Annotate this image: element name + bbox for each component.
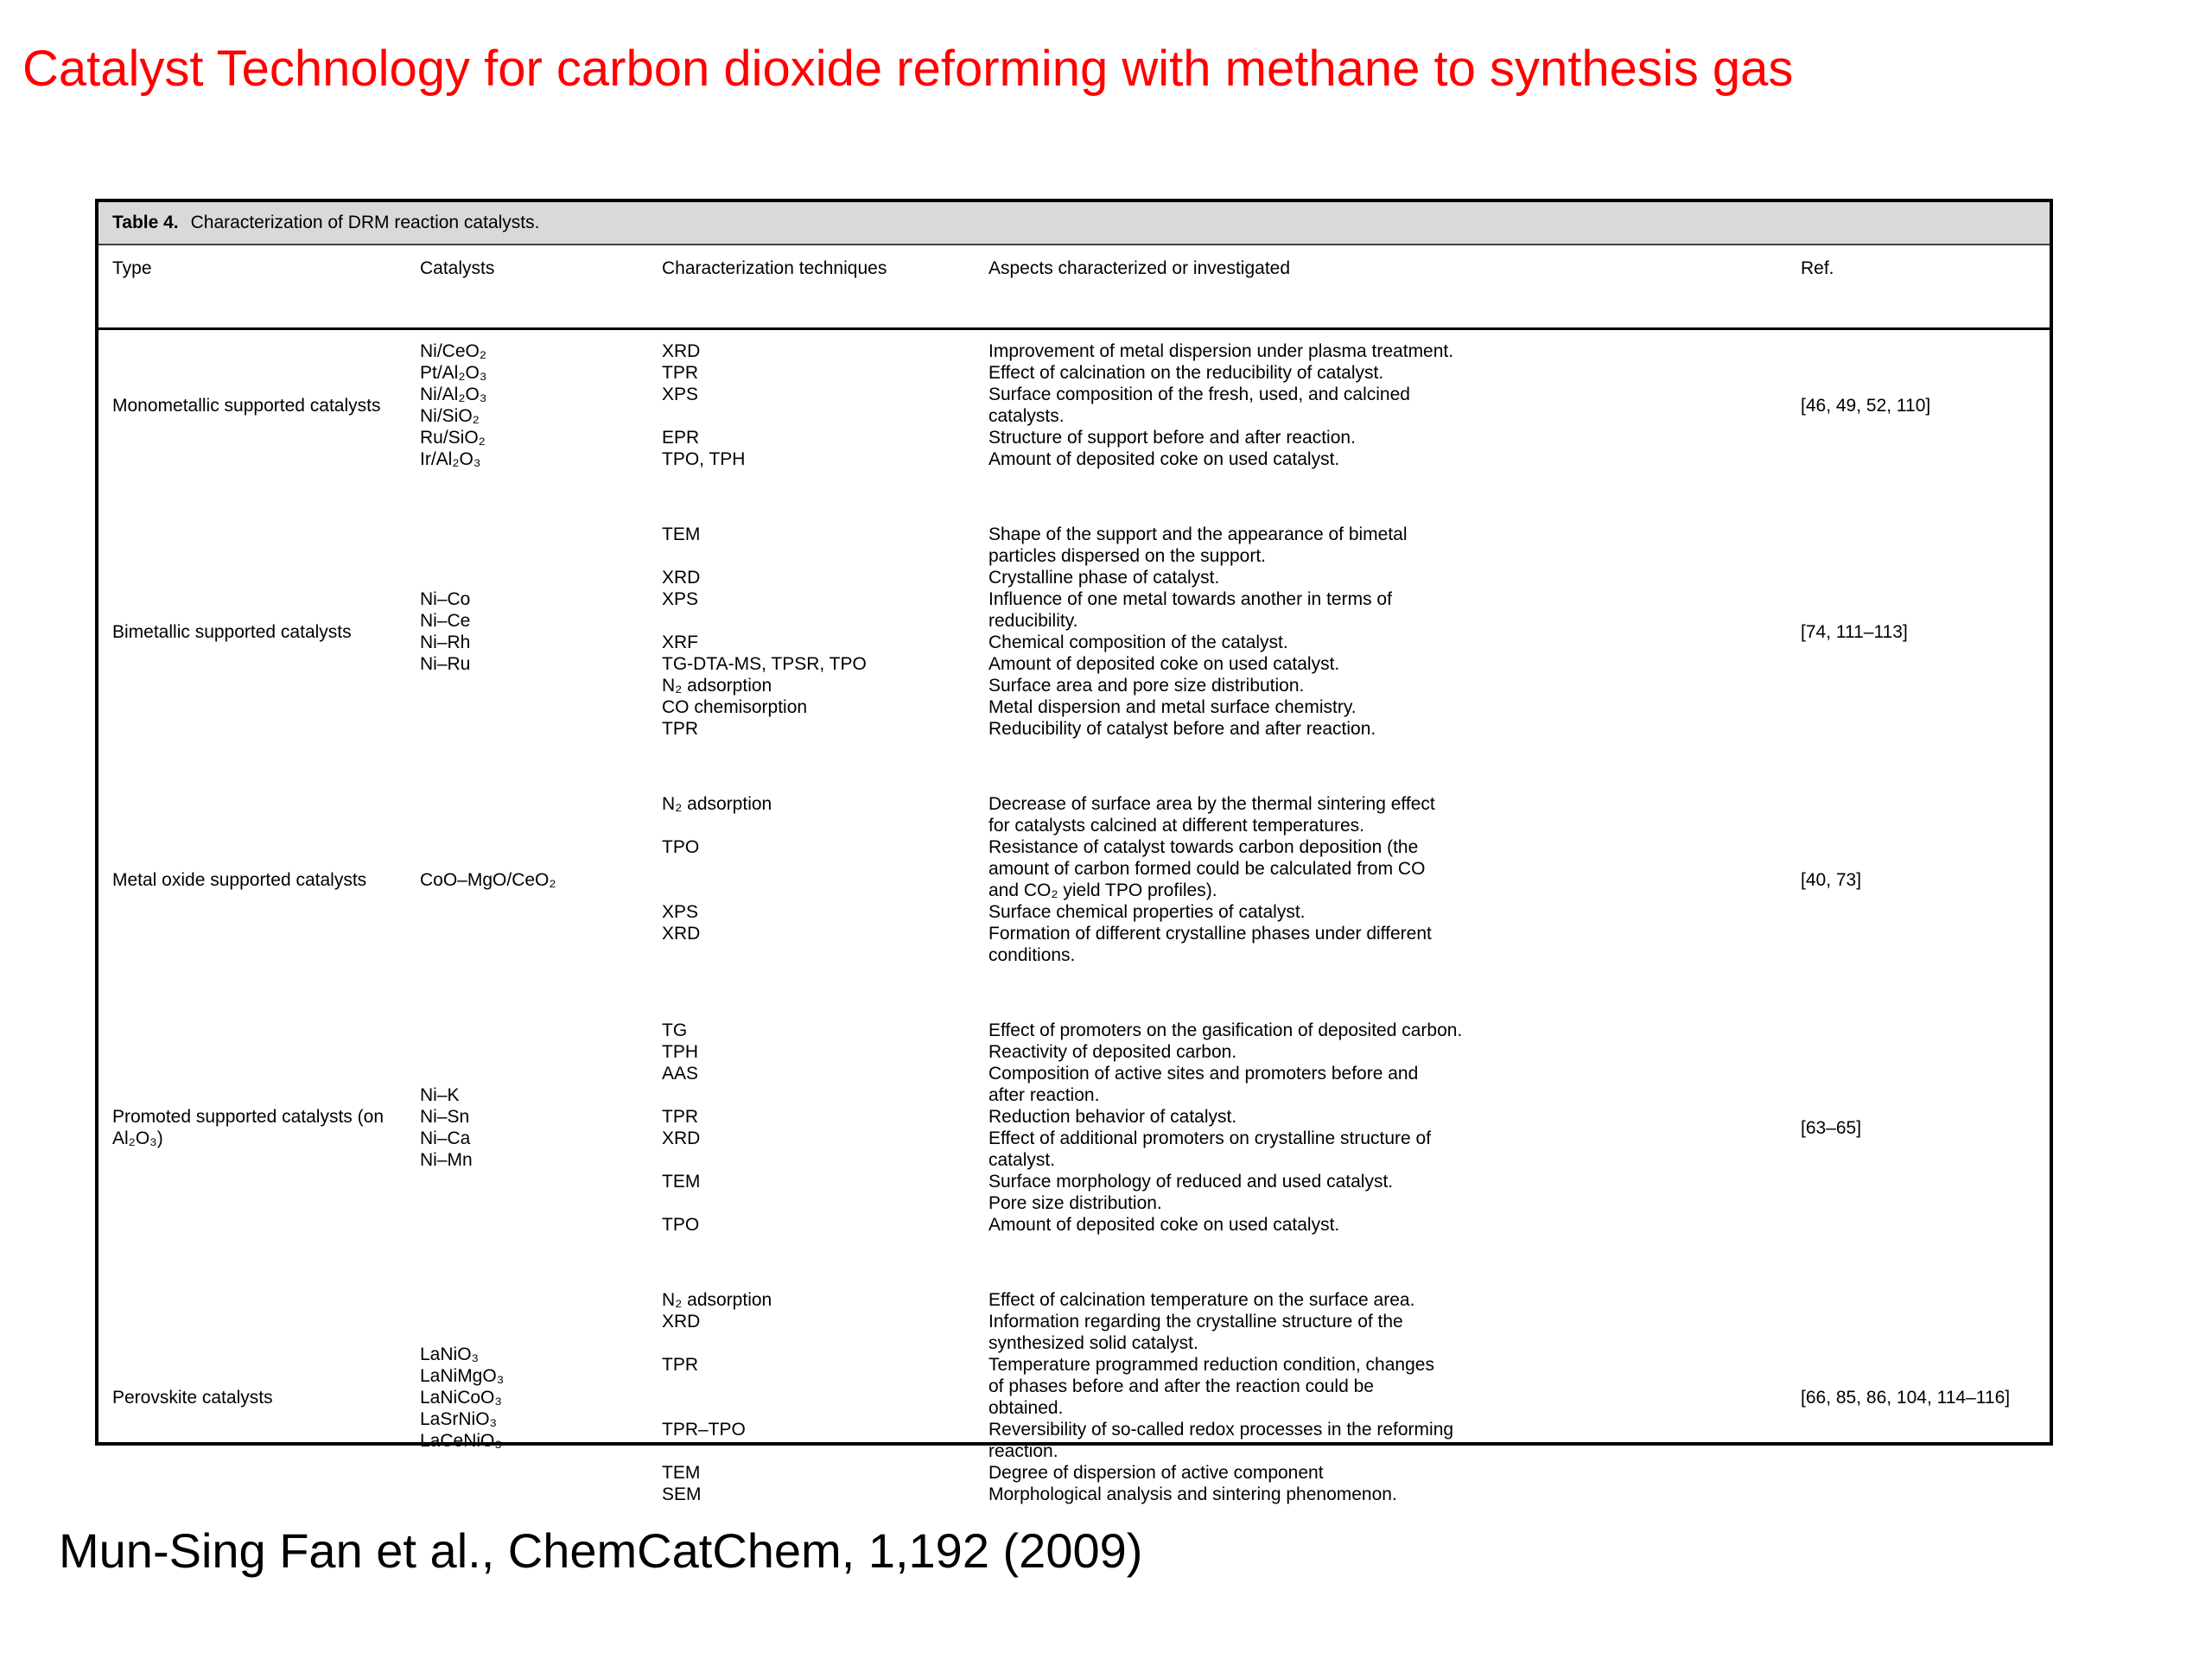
aspect-line: Surface chemical properties of catalyst.: [988, 902, 1306, 922]
cell-ref: [63–65]: [1801, 1117, 1862, 1138]
cell-type: Bimetallic supported catalysts: [112, 621, 352, 642]
aspect-line: Effect of calcination temperature on the surface area.: [988, 1290, 1415, 1310]
catalyst-item: LaCeNiO₃: [420, 1430, 502, 1451]
header-type: Type: [112, 258, 152, 278]
catalyst-item: LaSrNiO₃: [420, 1408, 498, 1429]
catalyst-item: LaNiCoO₃: [420, 1387, 502, 1408]
catalyst-item: CoO–MgO/CeO₂: [420, 869, 556, 890]
header-techniques: Characterization techniques: [662, 258, 887, 278]
technique-item: XPS: [662, 902, 699, 922]
aspect-line: Effect of promoters on the gasification of deposited carbon.: [988, 1020, 1463, 1040]
catalyst-item: Ni–K: [420, 1085, 460, 1105]
aspect-line: Crystalline phase of catalyst.: [988, 568, 1220, 588]
catalyst-item: Pt/Al₂O₃: [420, 363, 487, 383]
catalyst-item: Ni/SiO₂: [420, 406, 480, 426]
cell-techniques: [662, 524, 982, 740]
cell-type: Metal oxide supported catalysts: [112, 869, 367, 890]
aspect-line: Effect of calcination on the reducibility of catalyst.: [988, 363, 1384, 383]
cell-catalysts: [420, 1084, 653, 1171]
table-group: [99, 1279, 2050, 1548]
aspect-line: Reversibility of so-called redox processes in the reforming: [988, 1420, 1454, 1440]
aspect-line: Structure of support before and after reaction.: [988, 428, 1356, 448]
catalyst-item: Ni–Co: [420, 589, 471, 609]
aspect-line: Formation of different crystalline phases under different: [988, 924, 1432, 944]
technique-item: XRD: [662, 568, 701, 588]
technique-item: TEM: [662, 1172, 701, 1192]
cell-ref: [40, 73]: [1801, 869, 1862, 890]
cell-catalysts: [420, 869, 653, 891]
aspect-line: amount of carbon formed could be calculated from CO: [988, 859, 1426, 879]
cell-type: Promoted supported catalysts (on Al₂O₃): [112, 1107, 384, 1148]
cell-ref: [74, 111–113]: [1801, 621, 1908, 642]
cell-catalysts: [420, 340, 653, 470]
cell-type: Monometallic supported catalysts: [112, 395, 381, 416]
cell-techniques: [662, 1289, 982, 1505]
technique-item: XRF: [662, 632, 698, 652]
technique-item: SEM: [662, 1484, 702, 1504]
cell-type: Perovskite catalysts: [112, 1387, 273, 1408]
technique-item: AAS: [662, 1064, 699, 1084]
aspect-line: Degree of dispersion of active component: [988, 1463, 1324, 1483]
cell-aspects: [988, 340, 1766, 470]
catalyst-item: Ni–Sn: [420, 1107, 470, 1127]
technique-item: TG-DTA-MS, TPSR, TPO: [662, 654, 867, 674]
technique-item: N₂ adsorption: [662, 1290, 772, 1310]
table-header-row: [99, 245, 2050, 330]
catalyst-item: Ir/Al₂O₃: [420, 449, 481, 469]
table-group: [99, 513, 2050, 783]
catalyst-item: Ni–Ru: [420, 654, 471, 674]
aspect-line: Resistance of catalyst towards carbon deposition (the: [988, 837, 1419, 857]
aspect-line: catalyst.: [988, 1150, 1056, 1170]
aspect-line: and CO₂ yield TPO profiles).: [988, 880, 1217, 900]
technique-item: N₂ adsorption: [662, 794, 772, 814]
technique-item: TPH: [662, 1042, 698, 1062]
catalyst-item: LaNiMgO₃: [420, 1365, 505, 1386]
cell-aspects: [988, 524, 1766, 740]
technique-item: TPR: [662, 1107, 698, 1127]
aspect-line: Information regarding the crystalline structure of the: [988, 1312, 1403, 1332]
catalyst-item: Ni–Ca: [420, 1128, 471, 1148]
aspect-line: obtained.: [988, 1398, 1064, 1418]
aspect-line: Composition of active sites and promoters before and: [988, 1064, 1419, 1084]
technique-item: TPO: [662, 1215, 700, 1235]
table-body: [99, 330, 2050, 1548]
cell-aspects: [988, 1020, 1766, 1236]
technique-item: XRD: [662, 341, 701, 361]
cell-techniques: [662, 340, 982, 470]
aspect-line: reducibility.: [988, 611, 1078, 631]
technique-item: XPS: [662, 385, 699, 404]
cell-techniques: [662, 1020, 982, 1236]
aspect-line: synthesized solid catalyst.: [988, 1333, 1198, 1353]
aspect-line: Amount of deposited coke on used catalyst.: [988, 1215, 1340, 1235]
aspect-line: Influence of one metal towards another in terms of: [988, 589, 1392, 609]
aspect-line: Chemical composition of the catalyst.: [988, 632, 1288, 652]
technique-item: TPR: [662, 719, 698, 739]
table-caption: [99, 202, 2050, 245]
aspect-line: of phases before and after the reaction could be: [988, 1376, 1374, 1396]
cell-ref: [66, 85, 86, 104, 114–116]: [1801, 1387, 2011, 1408]
technique-item: TPR: [662, 363, 698, 383]
aspect-line: conditions.: [988, 945, 1076, 965]
aspect-line: after reaction.: [988, 1085, 1100, 1105]
aspect-line: catalysts.: [988, 406, 1065, 426]
technique-item: XRD: [662, 1312, 701, 1332]
aspect-line: Amount of deposited coke on used catalyst.: [988, 449, 1340, 469]
technique-item: XRD: [662, 924, 701, 944]
cell-ref: [46, 49, 52, 110]: [1801, 395, 1931, 416]
aspect-line: for catalysts calcined at different temperatures.: [988, 816, 1364, 836]
slide-title: Catalyst Technology for carbon dioxide reforming with methane to synthesis gas: [22, 41, 1794, 97]
catalyst-item: Ni–Mn: [420, 1150, 473, 1170]
catalyst-item: LaNiO₃: [420, 1344, 480, 1364]
aspect-line: Metal dispersion and metal surface chemistry.: [988, 697, 1357, 717]
aspect-line: Morphological analysis and sintering phenomenon.: [988, 1484, 1397, 1504]
technique-item: N₂ adsorption: [662, 676, 772, 696]
technique-item: XRD: [662, 1128, 701, 1148]
aspect-line: Surface morphology of reduced and used catalyst.: [988, 1172, 1394, 1192]
cell-aspects: [988, 793, 1766, 966]
catalyst-item: Ni–Ce: [420, 611, 471, 631]
cell-catalysts: [420, 1344, 653, 1452]
catalyst-item: Ni/CeO₂: [420, 341, 486, 361]
table-group: [99, 1009, 2050, 1279]
aspect-line: Effect of additional promoters on crystalline structure of: [988, 1128, 1432, 1148]
technique-item: TPO: [662, 837, 700, 857]
technique-item: TEM: [662, 1463, 701, 1483]
aspect-line: reaction.: [988, 1441, 1058, 1461]
technique-item: TEM: [662, 524, 701, 544]
cell-catalysts: [420, 588, 653, 675]
technique-item: TPR–TPO: [662, 1420, 746, 1440]
aspect-line: Improvement of metal dispersion under plasma treatment.: [988, 341, 1454, 361]
aspect-line: Surface area and pore size distribution.: [988, 676, 1305, 696]
catalyst-item: Ni/Al₂O₃: [420, 385, 487, 404]
technique-item: CO chemisorption: [662, 697, 808, 717]
header-catalysts: Catalysts: [420, 258, 495, 278]
table-caption-text: Characterization of DRM reaction catalysts.: [190, 213, 540, 232]
cell-techniques: [662, 793, 982, 966]
catalyst-item: Ni–Rh: [420, 632, 471, 652]
citation: Mun-Sing Fan et al., ChemCatChem, 1,192 (2009): [59, 1523, 1143, 1578]
header-aspects: Aspects characterized or investigated: [988, 258, 1291, 278]
technique-item: TPO, TPH: [662, 449, 746, 469]
header-ref: Ref.: [1801, 258, 1834, 278]
aspect-line: Surface composition of the fresh, used, and calcined: [988, 385, 1410, 404]
technique-item: EPR: [662, 428, 700, 448]
technique-item: XPS: [662, 589, 699, 609]
cell-aspects: [988, 1289, 1766, 1505]
table-group: [99, 783, 2050, 1009]
aspect-line: Amount of deposited coke on used catalyst.: [988, 654, 1340, 674]
table-label: Table 4.: [112, 213, 179, 232]
aspect-line: particles dispersed on the support.: [988, 546, 1267, 566]
characterization-table: [95, 199, 2053, 1504]
aspect-line: Shape of the support and the appearance of bimetal: [988, 524, 1408, 544]
aspect-line: Decrease of surface area by the thermal sintering effect: [988, 794, 1435, 814]
technique-item: TG: [662, 1020, 688, 1040]
technique-item: TPR: [662, 1355, 698, 1375]
aspect-line: Temperature programmed reduction condition, changes: [988, 1355, 1434, 1375]
table-group: [99, 330, 2050, 513]
aspect-line: Pore size distribution.: [988, 1193, 1162, 1213]
aspect-line: Reduction behavior of catalyst.: [988, 1107, 1237, 1127]
aspect-line: Reactivity of deposited carbon.: [988, 1042, 1237, 1062]
aspect-line: Reducibility of catalyst before and after reaction.: [988, 719, 1376, 739]
catalyst-item: Ru/SiO₂: [420, 428, 486, 448]
